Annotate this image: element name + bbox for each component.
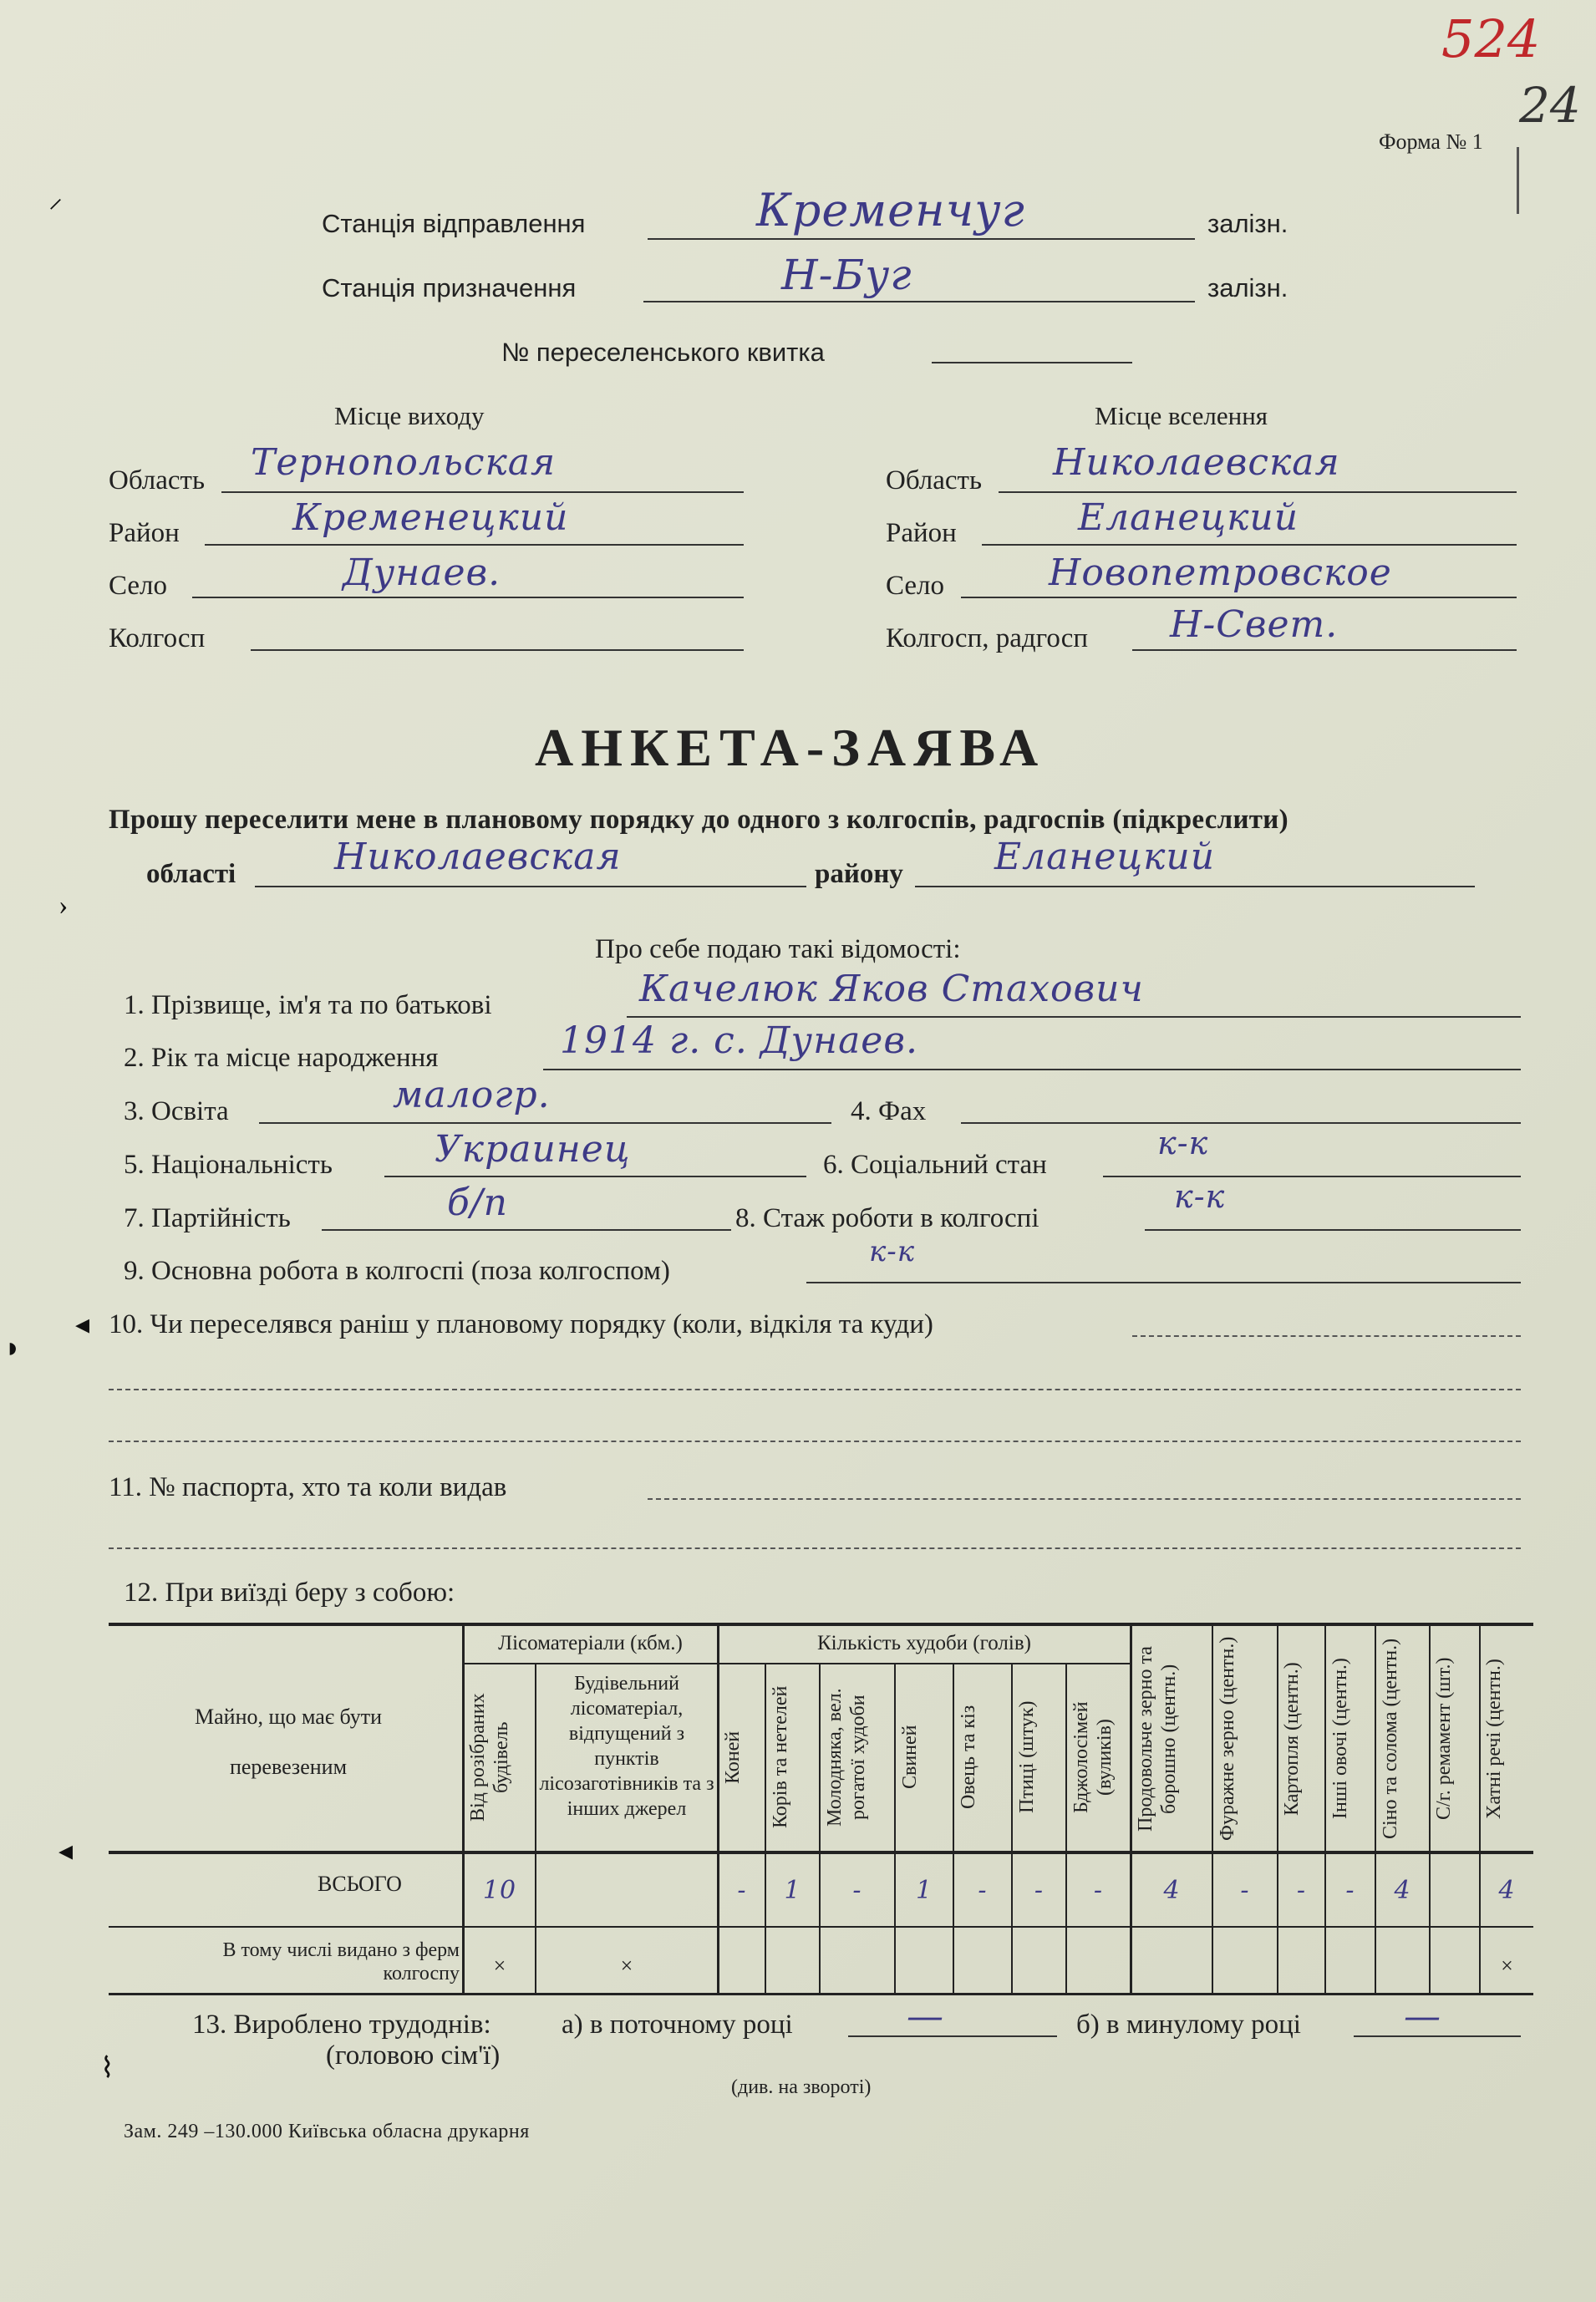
- margin-mark: ⌇: [100, 2053, 114, 2084]
- request-oblast-line: [255, 886, 806, 887]
- departure-value: Кременчуг: [756, 184, 1025, 236]
- table-cell: -: [1240, 1876, 1250, 1905]
- workdays-previous-label: б) в минулому році: [1076, 2010, 1301, 2040]
- col-poultry: Птиці (штук): [1016, 1700, 1038, 1814]
- table-cell: -: [1093, 1876, 1104, 1905]
- col-dismantled: Від розібраних будівель: [467, 1693, 512, 1822]
- table-row-header: Майно, що має бути перевезеним: [195, 1705, 382, 1779]
- f11-line-1: [648, 1498, 1521, 1500]
- table-cell: ×: [1501, 1954, 1513, 1978]
- table-cell: 4: [1394, 1876, 1411, 1905]
- workdays-current-line: [848, 2035, 1057, 2037]
- table-cell: 10: [482, 1876, 517, 1905]
- table-cell: ×: [620, 1954, 633, 1978]
- railway-label-1: залізн.: [1207, 209, 1288, 238]
- f5-label: 5. Національність: [124, 1150, 333, 1180]
- table-cell: ×: [493, 1954, 506, 1978]
- col-building-timber: Будівельний лісоматеріал, відпущений з пунктів лісозаготівників та з інших джерел: [539, 1673, 714, 1820]
- margin-mark: ◂: [75, 1309, 90, 1340]
- dest-kolhosp-label: Колгосп, радгосп: [886, 623, 1089, 653]
- col-potato: Картопля (центн.): [1281, 1662, 1303, 1816]
- printer-imprint: Зам. 249 –130.000 Київська обласна друкарня: [124, 2121, 530, 2142]
- request-raion-label: району: [815, 859, 903, 889]
- dest-selo-line: [961, 597, 1517, 598]
- f5-line: [384, 1176, 806, 1177]
- ticket-label: № переселенського квитка: [501, 338, 825, 367]
- f6-line: [1103, 1176, 1521, 1177]
- margin-mark: ◂: [58, 1836, 74, 1867]
- table-cell: 4: [1163, 1876, 1181, 1905]
- f6-label: 6. Соціальний стан: [823, 1150, 1047, 1180]
- margin-mark: ◗: [4, 1333, 22, 1364]
- col-bees: Бджолосімей (вуликів): [1070, 1701, 1116, 1813]
- request-oblast-label: області: [146, 859, 236, 889]
- dest-raion-label: Район: [886, 518, 957, 548]
- origin-raion-value: Кременецкий: [292, 496, 569, 539]
- origin-oblast-label: Область: [109, 465, 206, 495]
- table-cell: -: [978, 1876, 988, 1905]
- destination-value: Н-Буг: [781, 251, 912, 299]
- margin-mark: ›: [58, 890, 69, 921]
- f10-line-3: [109, 1441, 1521, 1442]
- archive-number-red: 524: [1441, 8, 1541, 69]
- row-farm-label: В тому числі видано з ферм колгоспу: [222, 1939, 460, 1984]
- f4-line: [961, 1122, 1521, 1124]
- f1-line: [627, 1016, 1521, 1018]
- col-hay: Сіно та солома (центн.): [1380, 1638, 1401, 1840]
- ticket-line: [932, 362, 1132, 363]
- col-food-grain: Продовольче зерно та борошно (центн.): [1135, 1646, 1180, 1832]
- destination-header: Місце вселення: [1095, 401, 1268, 430]
- col-household: Хатні речі (центн.): [1483, 1659, 1505, 1819]
- destination-line: [643, 301, 1195, 302]
- railway-label-2: залізн.: [1207, 273, 1288, 302]
- f7-label: 7. Партійність: [124, 1203, 291, 1233]
- request-text: Прошу переселити мене в плановому порядку до одного з колгоспів, радгоспів (підкреслити): [109, 805, 1288, 835]
- dest-selo-value: Новопетровское: [1049, 551, 1392, 594]
- origin-header: Місце виходу: [334, 401, 485, 430]
- table-group-cattle: Кількість худоби (голів): [817, 1632, 1031, 1654]
- departure-line: [648, 238, 1195, 240]
- f8-line: [1145, 1229, 1521, 1231]
- f4-label: 4. Фах: [851, 1096, 927, 1126]
- f1-value: Качелюк Яков Стахович: [639, 968, 1144, 1010]
- destination-label: Станція призначення: [322, 273, 577, 302]
- f3-line: [259, 1122, 831, 1124]
- f2-value: 1914 г. с. Дунаев.: [560, 1019, 918, 1062]
- table-cell: 4: [1498, 1876, 1516, 1905]
- form-label: Форма № 1: [1379, 130, 1483, 154]
- workdays-label: 13. Вироблено трудоднів:: [192, 2010, 491, 2040]
- f3-label: 3. Освіта: [124, 1096, 229, 1126]
- f12-label: 12. При виїзді беру з собою:: [124, 1578, 455, 1608]
- col-vegetables: Інші овочі (центн.): [1329, 1658, 1351, 1820]
- col-cows: Корів та нетелей: [770, 1685, 791, 1829]
- request-raion-line: [915, 886, 1475, 887]
- origin-selo-value: Дунаев.: [343, 551, 501, 594]
- table-cell: -: [737, 1876, 747, 1905]
- col-fodder: Фуражне зерно (центн.): [1217, 1636, 1238, 1842]
- f3-value: малогр.: [393, 1074, 551, 1116]
- col-young-cattle: Молодняка, вел. рогатої худоби: [824, 1688, 869, 1827]
- f9-label: 9. Основна робота в колгоспі (поза колгоспом): [124, 1256, 670, 1286]
- request-raion-value: Еланецкий: [994, 836, 1216, 878]
- col-horses: Коней: [722, 1730, 744, 1784]
- f6-value: к-к: [1157, 1125, 1209, 1161]
- table-cell: -: [1345, 1876, 1355, 1905]
- dest-raion-value: Еланецкий: [1078, 496, 1299, 539]
- table-group-wood: Лісоматеріали (кбм.): [498, 1632, 683, 1654]
- origin-selo-label: Село: [109, 571, 168, 601]
- f8-value: к-к: [1174, 1178, 1226, 1215]
- origin-kolhosp-label: Колгосп: [109, 623, 206, 653]
- table-cell: 1: [915, 1876, 933, 1905]
- table-cell: -: [852, 1876, 862, 1905]
- form-title: АНКЕТА-ЗАЯВА: [535, 718, 1046, 777]
- dest-kolhosp-value: Н-Свет.: [1170, 603, 1339, 646]
- pencil-stroke: [1517, 147, 1519, 214]
- dest-kolhosp-line: [1132, 649, 1517, 651]
- origin-kolhosp-line: [251, 649, 744, 651]
- f5-value: Украинец: [435, 1128, 631, 1171]
- dest-selo-label: Село: [886, 571, 945, 601]
- f1-label: 1. Прізвище, ім'я та по батькові: [124, 990, 492, 1020]
- turn-note: (див. на звороті): [731, 2076, 872, 2098]
- table-cell: 1: [784, 1876, 801, 1905]
- col-sheep: Овець та кіз: [958, 1705, 979, 1810]
- col-pigs: Свиней: [899, 1725, 921, 1790]
- origin-raion-label: Район: [109, 518, 180, 548]
- dest-oblast-line: [999, 491, 1517, 493]
- dest-raion-line: [982, 544, 1517, 546]
- origin-raion-line: [205, 544, 744, 546]
- origin-selo-line: [192, 597, 744, 598]
- f9-value: к-к: [869, 1235, 916, 1268]
- workdays-sub-label: (головою сім'ї): [326, 2040, 501, 2071]
- origin-oblast-value: Тернопольская: [251, 441, 557, 484]
- origin-oblast-line: [221, 491, 744, 493]
- workdays-current-label: а) в поточному році: [562, 2010, 793, 2040]
- request-oblast-value: Николаевская: [334, 836, 622, 878]
- f2-line: [543, 1069, 1521, 1070]
- f8-label: 8. Стаж роботи в колгоспі: [735, 1203, 1039, 1233]
- f10-line-1: [1132, 1335, 1521, 1337]
- archive-number-pencil: 24: [1519, 77, 1581, 134]
- dest-oblast-label: Область: [886, 465, 983, 495]
- f7-value: б/п: [447, 1181, 509, 1224]
- f10-line-2: [109, 1389, 1521, 1390]
- table-cell: -: [1296, 1876, 1307, 1905]
- workdays-current-value: —: [907, 1995, 944, 2038]
- workdays-previous-value: —: [1404, 1995, 1441, 2038]
- f2-label: 2. Рік та місце народження: [124, 1043, 439, 1073]
- f11-label: 11. № паспорта, хто та коли видав: [109, 1472, 507, 1502]
- f10-label: 10. Чи переселявся раніш у плановому порядку (коли, відкіля та куди): [109, 1309, 933, 1339]
- margin-mark: ⸝: [48, 183, 63, 214]
- departure-label: Станція відправлення: [322, 209, 586, 238]
- col-tools: С/г. ремамент (шт.): [1433, 1657, 1455, 1821]
- dest-oblast-value: Николаевская: [1053, 441, 1340, 484]
- table-cell: -: [1034, 1876, 1045, 1905]
- f9-line: [806, 1282, 1521, 1283]
- intro-text: Про себе подаю такі відомості:: [595, 934, 961, 964]
- row-total-label: ВСЬОГО: [318, 1872, 402, 1896]
- f7-line: [322, 1229, 731, 1231]
- f11-line-2: [109, 1547, 1521, 1549]
